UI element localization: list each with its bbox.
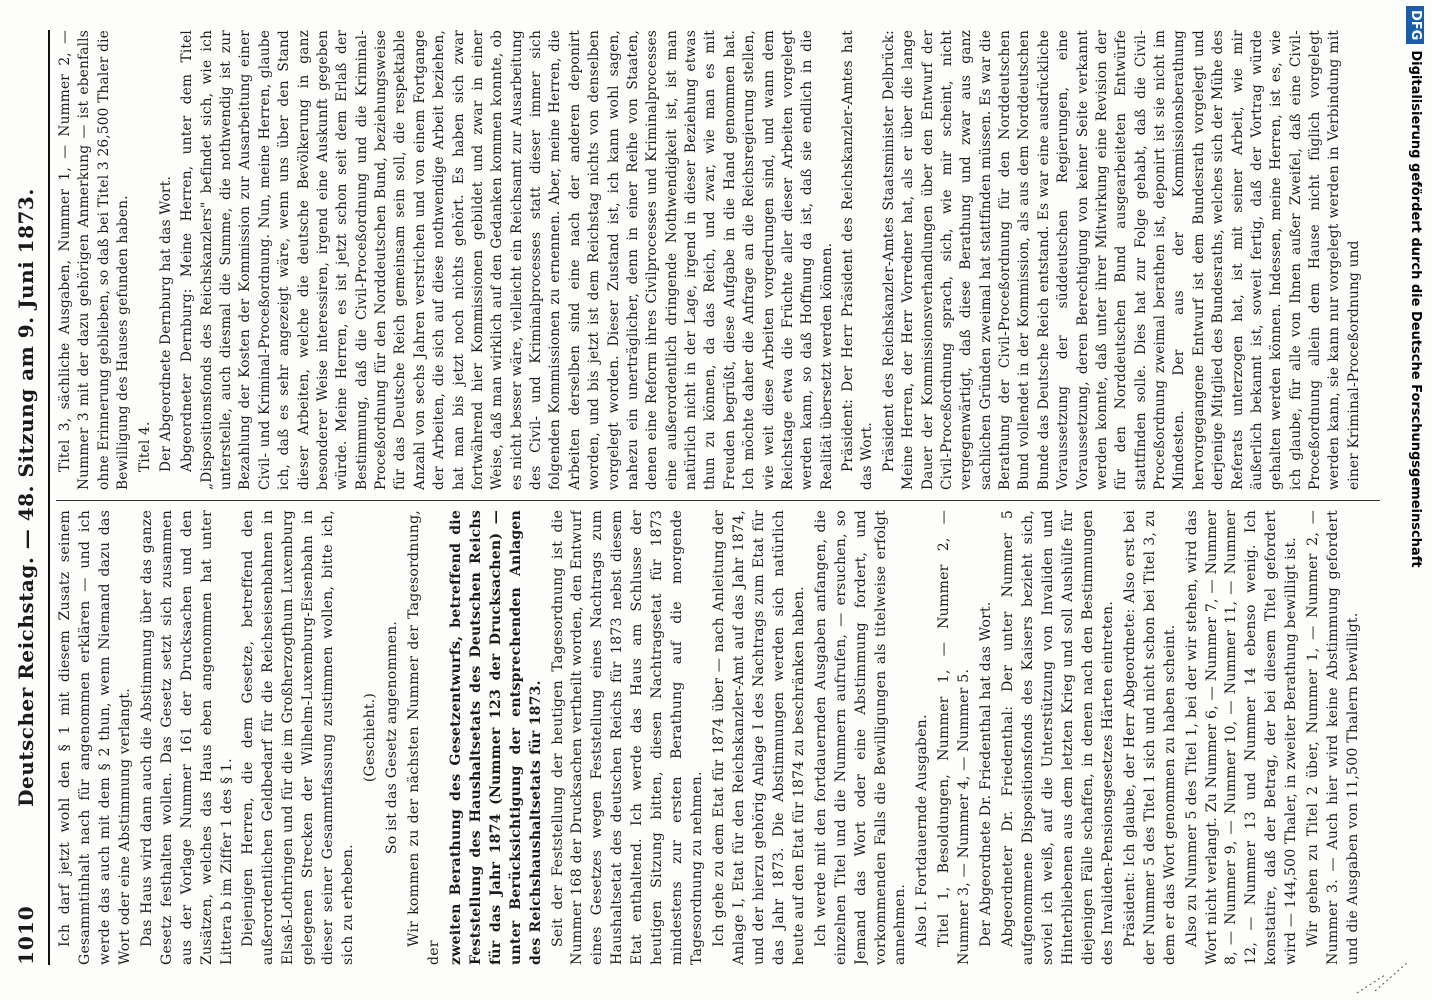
left-column — [56, 510, 1380, 965]
paragraph: Diejenigen Herren, die dem Gesetze, betreffend den außerordentlichen Geldbedarf für die Reichseisenbahnen in Elsaß-Lothringen und für die im Großherzogthum Luxemburg gelegenen Strecken der Wilhelm-Luxemburg-Eisenbahn in dieser seiner Gesammtfassung zustimmen wollen, bitte ich, sich zu erheben. — [240, 510, 357, 965]
paragraph: Ich gehe zu dem Etat für 1874 über — nach Anleitung der Anlage I, Etat für den Reichskanzler-Amt auf das Jahr 1874, und der hierzu gehörig Anlage I des Nachtrags zum Etat für das Jahr 1873. Die Abstimmungen werden sich natürlich heute auf den Etat für 1874 zu beschränken haben. — [711, 510, 807, 965]
dfg-logo: DFG — [1406, 6, 1424, 44]
paragraph: (Geschieht.) — [362, 692, 379, 783]
paragraph: Wir kommen zu der nächsten Nummer der Tagesordnung, der — [405, 510, 442, 965]
paragraph: Präsident: Ich glaube, der Herr Abgeordnete: Also erst bei der Nummer 5 des Titel 1 sich und nicht schon bei Titel 3, zu dem er das Wort genommen zu haben scheint. — [1121, 510, 1178, 965]
paragraph: Präsident: Der Herr Präsident des Reichskanzler-Amtes hat das Wort. — [840, 30, 876, 490]
paragraph: zweiten Berathung des Gesetzentwurfs, betreffend die Feststellung des Haushaltsetats des Deutschen Reichs für das Jahr 1874 (Nummer 123 der Drucksachen) — unter Berücksichtigung der entsprechenden Anlagen des Reichshaushaltsetats für 1873. — [447, 510, 544, 965]
paragraph: Ich darf jetzt wohl den § 1 mit diesem Zusatz seinem Gesammtinhalt nach für angenommen erklären — und ich werde das auch mit dem § 2 thun, wenn Niemand dazu das Wort oder eine Abstimmung verlangt. — [57, 510, 133, 965]
paragraph: Das Haus wird dann auch die Abstimmung über das ganze Gesetz festhalten wollen. Das Gesetz setzt sich zusammen aus der Vorlage Nummer 161 der Drucksachen und den Zusätzen, welches das Haus eben angenommen hat unter Littera b im Ziffer 1 des § 1. — [138, 510, 235, 965]
paragraph: Der Abgeordnete Dr. Friedenthal hat das Wort. — [978, 601, 995, 947]
paragraph: Also zu Nummer 5 des Titel 1, bei der wir stehen, wird das Wort nicht verlangt. Zu Nummer 6, — Nummer 7, — Nummer 8, — Nummer 9, — Nummer 10, — Nummer 11, — Nummer 12, — Nummer 13 und Nummer 14 ebenso wenig. Ich konstatire, daß der Betrag, der bei diesem Titel gefordert wird — 144,500 Thaler, in zweiter Berathung bewilligt ist. — [1183, 510, 1300, 965]
page-number: 1010 — [14, 905, 38, 965]
rotated-page — [0, 10, 1400, 985]
running-title: Deutscher Reichstag. — 48. Sitzung am 9. Juni 1873. — [14, 188, 38, 807]
digitization-watermark — [1404, 6, 1430, 826]
paragraph: Abgeordneter Dernburg: Meine Herren, unter dem Titel „Dispositionsfonds des Reichskanzlers" befindet sich, wie ich unterstelle, auch diesmal die Summe, die nothwendig ist zur Bezahlung der Kosten der Kommission zur Ausarbeitung einer Civil- und Kriminal-Proceßordnung. Nun, meine Herren, glaube ich, daß es sehr angezeigt wäre, wenn uns über den Stand dieser Arbeiten, welche die deutsche Bevölkerung in ganz besonderer Weise interessiren, irgend eine Auskunft gegeben würde. Meine Herren, es ist jetzt schon seit dem Erlaß der Bestimmung, daß die Civil-Proceßordnung und die Kriminal-Proceßordnung für den Norddeutschen Bund, beziehungsweise für das Deutsche Reich gemeinsam sein soll, die respektable Anzahl von sechs Jahren verstrichen und von einem Fortgange der Arbeiten, die sich auf diese nothwendige Arbeit beziehen, hat man bis jetzt noch nichts gehört. Es haben sich zwar fortwährend hier Kommissionen gebildet und zwar in einer Weise, daß man wirklich auf den Gedanken kommen konnte, ob es nicht besser wäre, vielleicht ein Reichsamt zur Ausarbeitung des Civil- und Kriminalprocesses statt dieser immer sich folgenden Kommissionen zu ernennen. Aber, meine Herren, die Arbeiten derselben sind eine nach der anderen deponirt worden, und bis jetzt ist dem Reichstag nichts von denselben vorgelegt worden. Dieser Zustand ist, ich kann wohl sagen, nahezu ein unerträglicher, denn in einer Reihe von Staaten, denen eine Reform ihres Civilprocesses und Kriminalprocesses eine außerordentlich dringende Nothwendigkeit ist, ist man natürlich nicht in der Lage, irgend in dieser Beziehung etwas thun zu können, da das Reich, und zwar, wie man es mit Freuden begrüßt, diese Aufgabe in die Hand genommen hat. Ich möchte daher die Anfrage an die Reichsregierung stellen, wie weit diese Arbeiten vorgedrungen sind, und wann dem Reichstage etwa die Früchte aller dieser Arbeiten vorgelegt werden kann, so daß Hoffnung da ist, daß sie endlich in die Realität übersetzt werden können. — [179, 30, 835, 490]
paragraph: Titel 4. — [136, 421, 153, 472]
paragraph: Also I. Fortdauernde Ausgaben. — [914, 714, 931, 947]
scan-scratch-mark — [1355, 955, 1415, 995]
paragraph: Präsident des Reichskanzler-Amtes Staatsminister Delbrück: Meine Herren, der Herr Vorredner hat, als er über die lange Dauer der Kommissionsverhandlungen über den Entwurf der Civil-Proceßordnung sprach, sich, wie mir scheint, nicht vergegenwärtigt, daß diese Berathung und zwar aus ganz sachlichen Gründen zweimal hat stattfinden müssen. Es war die Berathung der Civil-Proceßordnung für den Norddeutschen Bund vollendet in der Kommission, als aus dem Norddeutschen Bunde das Deutsche Reich entstand. Es war eine ausdrückliche Voraussetzung der süddeutschen Regierungen, eine Voraussetzung, deren Berechtigung von keiner Seite verkannt werden konnte, daß unter ihrer Mitwirkung eine Revision der für den Norddeutschen Bund ausgearbeiteten Entwürfe stattfinden solle. Dies hat zur Folge gehabt, daß die Civil-Proceßordnung zweimal berathen ist, deponirt ist sie nicht im Mindesten. Der aus der Kommissionsberathung hervorgegangene Entwurf ist dem Bundesrath vorgelegt und derjenige Mitglied des Bundesraths, welches sich der Mühe des Referats unterzogen hat, ist mit seiner Arbeit, wie mir äußerlich bekannt ist, soweit fertig, daß der Vortrag würde gehalten werden können. Indessen, meine Herren, ist es, wie ich glaube, für alle von Ihnen außer Zweifel, daß eine Civil-Proceßordnung allein dem Hause nicht füglich vorgelegt werden kann, sie kann nur vorgelegt werden in Verbindung mit einer Kriminal-Proceßordnung und — [880, 30, 1362, 490]
paragraph: So ist das Gesetz angenommen. — [384, 620, 400, 855]
right-column — [56, 30, 1380, 490]
column-divider — [56, 500, 1380, 501]
paragraph: Wir gehen zu Titel 2 über, Nummer 1, — Nummer 2, — Nummer 3. — Auch hier wird keine Abstimmung gefordert und die Ausgaben von 11,500 Thalern bewilligt. — [1305, 510, 1362, 965]
watermark-text: Digitalisierung gefördert durch die Deutsche Forschungsgemeinschaft — [1408, 50, 1423, 568]
paragraph: Der Abgeordnete Dernburg hat das Wort. — [157, 175, 174, 472]
paragraph: Titel 3, sächliche Ausgaben, Nummer 1, — Nummer 2, — Nummer 3 mit der dazu gehörigen Anmerkung — ist ebenfalls ohne Erinnerung geblieben, so daß bei Titel 3 26,500 Thaler die Bewilligung des Hauses gefunden haben. — [57, 30, 132, 490]
paragraph: Abgeordneter Dr. Friedenthal: Der unter Nummer 5 aufgenommene Dispositionsfonds des Kaisers bezieht sich, soviel ich weiß, auf die Unterstützung von Invaliden und Hinterbliebenen aus dem letzten Krieg und soll Aushülfe für diejenigen Fälle schaffen, in denen nach den Bestimmungen des Invaliden-Pensionsgesetzes Härten eintreten. — [1000, 510, 1116, 965]
page-header — [8, 30, 50, 965]
paragraph: Ich werde mit den fortdauernden Ausgaben anfangen, die einzelnen Titel und die Nummern aufrufen, — ersuchen, so Jemand das Wort oder eine Abstimmung fordert, und vorkommenden Falls die Bewilligungen als titelweise erfolgt annehmen. — [812, 510, 909, 965]
paragraph: Titel 1, Besoldungen, Nummer 1, — Nummer 2, — Nummer 3, — Nummer 4, — Nummer 5. — [936, 510, 973, 965]
paragraph: Seit der Feststellung der heutigen Tagesordnung ist die Nummer 168 der Drucksachen vertheilt worden, den Entwurf eines Gesetzes wegen Feststellung eines Nachtrags zum Haushaltsetat des deutschen Reichs für 1873 nebst diesem Etat enthaltend. Ich werde das Haus am Schlusse der heutigen Sitzung bitten, diesen Nachtragsetat für 1873 mindestens zur ersten Berathung auf die morgende Tagesordnung zu nehmen. — [549, 510, 706, 965]
